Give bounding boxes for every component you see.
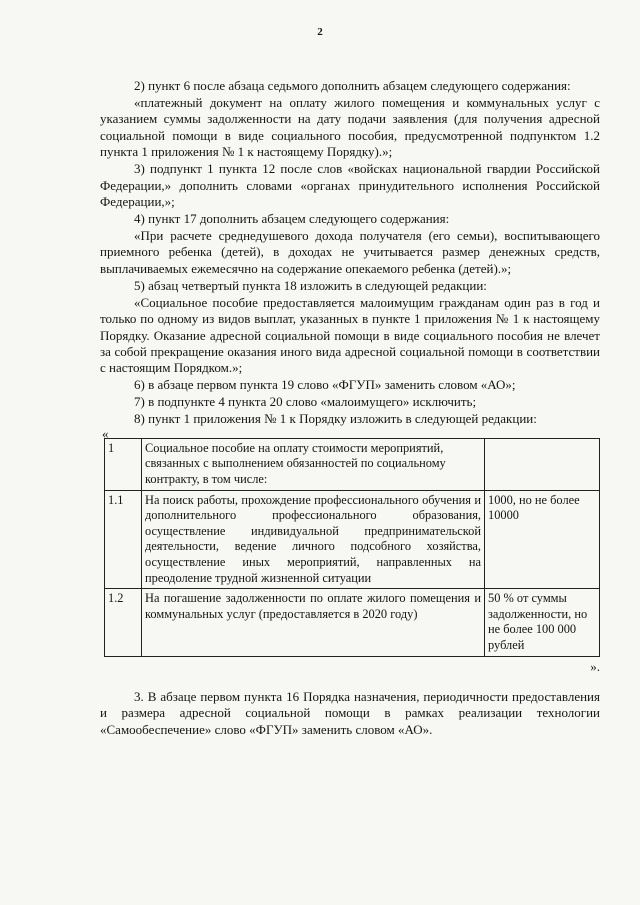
row-amount: 1000, но не более 10000 [485, 490, 600, 589]
row-number: 1 [105, 438, 142, 490]
row-description: Социальное пособие на оплату стоимости мероприятий, связанных с выполнением обязанностей по социальному контракту, в том числе: [142, 438, 485, 490]
row-number: 1.1 [105, 490, 142, 589]
paragraph: «платежный документ на оплату жилого помещения и коммунальных услуг с указанием суммы задолженности на дату подачи заявления (для получения адресной социальной помощи в виде социального пособия, предусмотренной подпунктом 1.2 пункта 1 приложения № 1 к настоящему Порядку).»; [100, 95, 600, 160]
table-row [105, 438, 600, 490]
paragraph: «При расчете среднедушевого дохода получателя (его семьи), воспитывающего приемного ребенка (детей), в доходах не учитывается размер денежных средств, выплачиваемых ежемесячно на содержание опекаемого ребенка (детей).»; [100, 228, 600, 276]
closing-quote: ». [590, 658, 600, 674]
table-row [105, 490, 600, 589]
opening-quote: « [102, 425, 109, 441]
paragraph: 8) пункт 1 приложения № 1 к Порядку изложить в следующей редакции: [134, 411, 537, 427]
row-amount [485, 438, 600, 490]
paragraph: 5) абзац четвертый пункта 18 изложить в следующей редакции: [134, 277, 487, 293]
paragraph: 2) пункт 6 после абзаца седьмого дополнить абзацем следующего содержания: [134, 78, 571, 93]
paragraph: 6) в абзаце первом пункта 19 слово «ФГУП» заменить словом «АО»; [134, 377, 516, 393]
document-body [100, 78, 600, 739]
paragraph: 7) в подпункте 4 пункта 20 слово «малоимущего» исключить; [134, 394, 477, 410]
paragraph: «Социальное пособие предоставляется малоимущим гражданам один раз в год и только по одному из видов выплат, указанных в пункте 1 приложения № 1 к настоящему Порядку. Оказание адресной социальной помощи в виде социального пособия не влечет за собой прекращение оказания иного вида адресной социальной помощи в соответствии с настоящим Порядком.»; [100, 294, 600, 376]
paragraph: 3. В абзаце первом пункта 16 Порядка назначения, периодичности предоставления и размера адресной социальной помощи в рамках реализации технологии «Самообеспечение» слово «ФГУП» заменить словом «АО». [100, 689, 600, 737]
paragraph: 3) подпункт 1 пункта 12 после слов «войсках национальной гвардии Российской Федерации,» дополнить словами «органах принудительного исполнения Российской Федерации,»; [100, 161, 600, 210]
row-description: На погашение задолженности по оплате жилого помещения и коммунальных услуг (предоставляется в 2020 году) [142, 589, 485, 656]
row-description: На поиск работы, прохождение профессионального обучения и дополнительного профессионального образования, осуществление индивидуальной предпринимательской деятельности, ведение личного подсобного хозяйства, осуществление иных мероприятий, направленных на преодоление трудной жизненной ситуации [142, 490, 485, 589]
amendment-table [104, 438, 600, 657]
row-amount: 50 % от суммы задолженности, но не более 100 000 рублей [485, 589, 600, 656]
row-number: 1.2 [105, 589, 142, 656]
page-number: 2 [317, 26, 323, 38]
table-row [105, 589, 600, 656]
paragraph: 4) пункт 17 дополнить абзацем следующего содержания: [134, 211, 450, 227]
